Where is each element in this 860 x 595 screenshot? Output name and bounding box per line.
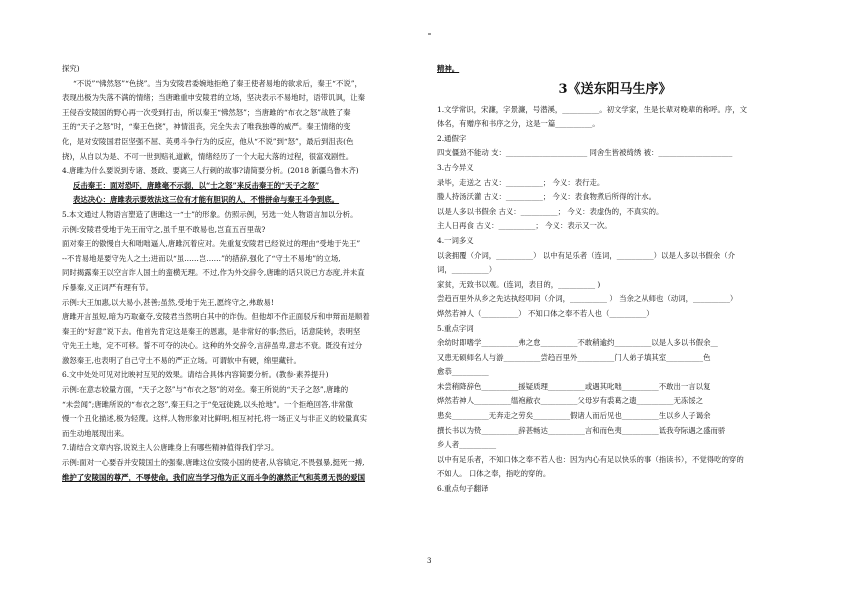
text-line: 词，__________） <box>437 265 497 275</box>
text-line: 主人日再食 古义：__________； 今义：表示又一次。 <box>437 221 612 231</box>
text-line: 维护了安陵国的尊严，不辱使命。我们应当学习他为正义而斗争的凛然正气和英勇无畏的爱国 <box>62 472 366 482</box>
text-line: 媵人持汤沃灌 古义：__________； 今义：表食物煮后所得的汁水。 <box>437 192 657 202</box>
text-line: 患矣__________无奔走之劳矣__________假诸人而后见也__________生以乡人子谒余 <box>437 411 711 421</box>
text-line: 精神。 <box>437 64 460 73</box>
heading-line: 2.通假字 <box>437 133 467 143</box>
text-line: 撰长书以为贽__________辞甚畅达__________言和而色夷__________诋我夸际遇之盛而骄 <box>437 425 726 435</box>
answer-line: 反击秦王：面对恐吓，唐雎毫不示弱，以“士之怒”来反击秦王的“天子之怒” <box>73 180 320 190</box>
text-line: 以衾拥覆（介词，__________） 以中有足乐者（连词，__________）以是人多以书假余（介 <box>437 250 735 260</box>
text-line: 尝趋百里外从乡之先达执经叩问（介词，__________ ） 当余之从师也（动词，__________） <box>437 294 738 304</box>
text-line: 1.文学常识，宋濂，字景濂，号潜溪，__________。初文学家，生是长辈对晚辈的称呼。序，文 <box>437 104 748 114</box>
text-line: 化，是对安陵国君臣坚强不屈、英勇斗争行为的反应，他从“不说”到“怒”，最后到沮丧(色 <box>62 136 354 146</box>
left-column <box>62 62 414 485</box>
text-line: 慢一个丑化描述,极为轻蔑。这样,人物形象对比鲜明,相互衬托,将一场正义与非正义的较量真实 <box>62 414 368 424</box>
text-line: 秦王的“好意”说下去。他首先肯定这是秦王的恩惠，是非常好的事;然后，话意陡转，表明坚 <box>62 326 361 336</box>
page-number: 3 <box>427 557 432 565</box>
text-line: 体名，有赠序和书序之分，这是一篇__________。 <box>437 119 600 129</box>
text-line: “不说”“怫然怒”“色挠”。当为安陵君委婉地拒绝了秦王使者易地的欲求后，秦王“不说”， <box>73 78 362 88</box>
text-line: 示例:面对一心要吞并安陵国土的强秦,唐雎这位安陵小国的使者,从容镇定,不畏强暴,挺死一搏, <box>62 458 365 468</box>
text-line: 烨然若神人（__________） 不知口体之奉不若人也（__________） <box>437 308 654 318</box>
text-line: 示例:在意志较量方面，“天子之怒”与“布衣之怒”的对垒。秦王所说的“天子之怒”,唐雎的 <box>62 385 349 395</box>
right-column <box>437 62 793 497</box>
heading-line: 6.重点句子翻译 <box>437 484 489 494</box>
text-line: 以是人多以书假余 古义：__________； 今义：表虚伪的，不真实的。 <box>437 206 664 216</box>
answer-line: 表达决心：唐雎表示要效法这三位有才能有胆识的人，不惜拼命与秦王斗争到底。 <box>73 195 340 205</box>
text-line: 不如人。 口体之奉，指吃的穿的。 <box>437 469 551 479</box>
text-line: 四支僵劲不能动 支：______________________ 同舍生皆被绮绣 被：____________________ <box>437 148 733 158</box>
text-line: 面对秦王的傲慢自大和咄咄逼人,唐雎沉着应对。先重复安陵君已经说过的理由“受地于先王” <box>62 239 361 249</box>
heading-line: 5.重点字词 <box>437 323 474 333</box>
text-line: 激怒秦王,也表明了自己守土不易的严正立场。可谓软中有硬，绵里藏针。 <box>62 355 301 365</box>
text-line: 挠)，从自以为是、不可一世到赔礼道歉，情绪经历了一个大起大落的过程，很富戏剧性。 <box>62 151 354 161</box>
text-line: 表现出极为失落不满的情绪；当唐雎重申安陵君的立场，坚决表示不易地时，语带讥讽，让秦 <box>62 93 366 103</box>
text-line: 录毕，走送之 古义：__________； 今义：表行走。 <box>437 177 605 187</box>
question-line: 4.唐雎为什么要说到专诸、聂政、要离三人行刺的故事?请简要分析。(2018 新疆乌鲁木齐) <box>62 166 359 176</box>
text-line: 王侵吞安陵国的野心再一次受到打击，所以秦王“怫然怒”；当唐雎的“布衣之怒”战胜了秦 <box>62 107 351 117</box>
text-line: 愈恭__________ <box>437 367 489 377</box>
text-line: 示例:安陵君受地于先王而守之,虽千里不敢易也,岂直五百里哉? <box>62 224 266 234</box>
header-mark <box>428 33 431 35</box>
question-line: 5.本文通过人物语言塑造了唐雎这一“士”的形象。仿照示例，另选一处人物语言加以分析。 <box>62 209 358 219</box>
text-line: 以中有足乐者，不知口体之奉不若人也：因为内心有足以快乐的事（指读书），不觉得吃的穿的 <box>437 454 744 464</box>
text-line: 守先王土地，定不可移。誓不可夺的决心。这种的外交辞令,言辞虽卑,意志不衰。既没有过分 <box>62 341 363 351</box>
text-line: 而生动地展现出来。 <box>62 428 129 438</box>
section-title: 3《送东阳马生序》 <box>558 81 672 97</box>
text-line: 未尝稍降辞色__________援疑质理__________或遇其叱咄__________不敢出一言以复 <box>437 381 711 391</box>
text-line: 乡人者__________ <box>437 440 497 450</box>
text-line: 探究) <box>62 64 80 73</box>
text-line: 唐雎开言虽短,暗为巧取豪夺,安陵君当然明白其中的诈伪。但他却不作正面驳斥和申辩而是顺着 <box>62 312 370 322</box>
text-line: --不肯易地是要守先人之土;进而以“虽……岂……”的措辞,强化了“守土不易地”的立场, <box>62 253 341 263</box>
heading-line: 3.古今异义 <box>437 162 474 172</box>
text-line: 又患无硕师名人与游__________尝趋百里外__________门人弟子填其室__________色 <box>437 352 711 362</box>
question-line: 7.请结合文章内容,说说主人公唐雎身上有哪些精神值得我们学习。 <box>62 443 279 453</box>
text-line: 家贫，无致书以观。(连词，表目的，__________ ) <box>437 279 601 289</box>
text-line: 示例:大王加惠,以大易小,甚善;虽然,受地于先王,愿终守之,弗敢易! <box>62 297 274 307</box>
heading-line: 4.一词多义 <box>437 235 474 245</box>
question-line: 6.文中处处可见对比映衬互见的效果。请结合具体内容简要分析。(教参·素养提升) <box>62 370 329 380</box>
text-line: 同时揭露秦王以空言诈人国土的蛮横无理。不过,作为外交辞令,唐雎的话只说已方态度,并未直 <box>62 268 365 278</box>
text-line: 烨然若神人__________缊袍敝衣__________父母岁有裘葛之遗__________无冻馁之 <box>437 396 704 406</box>
text-line: “未尝闻”;唐雎所说的“布衣之怒”,秦王归之于“免冠徒跣,以头抢地”。一个拒绝回答,非常傲 <box>62 399 353 409</box>
text-line: 余幼时即嗜学__________弗之怠__________不敢稍逾约__________以是人多以书假余__ <box>437 338 718 348</box>
text-line: 王的“天子之怒”时，“秦王色挠”，神情沮丧，完全失去了唯我独尊的威严。秦王情绪的变 <box>62 122 351 132</box>
text-line: 斥暴秦,义正词严有理有节。 <box>62 282 154 292</box>
